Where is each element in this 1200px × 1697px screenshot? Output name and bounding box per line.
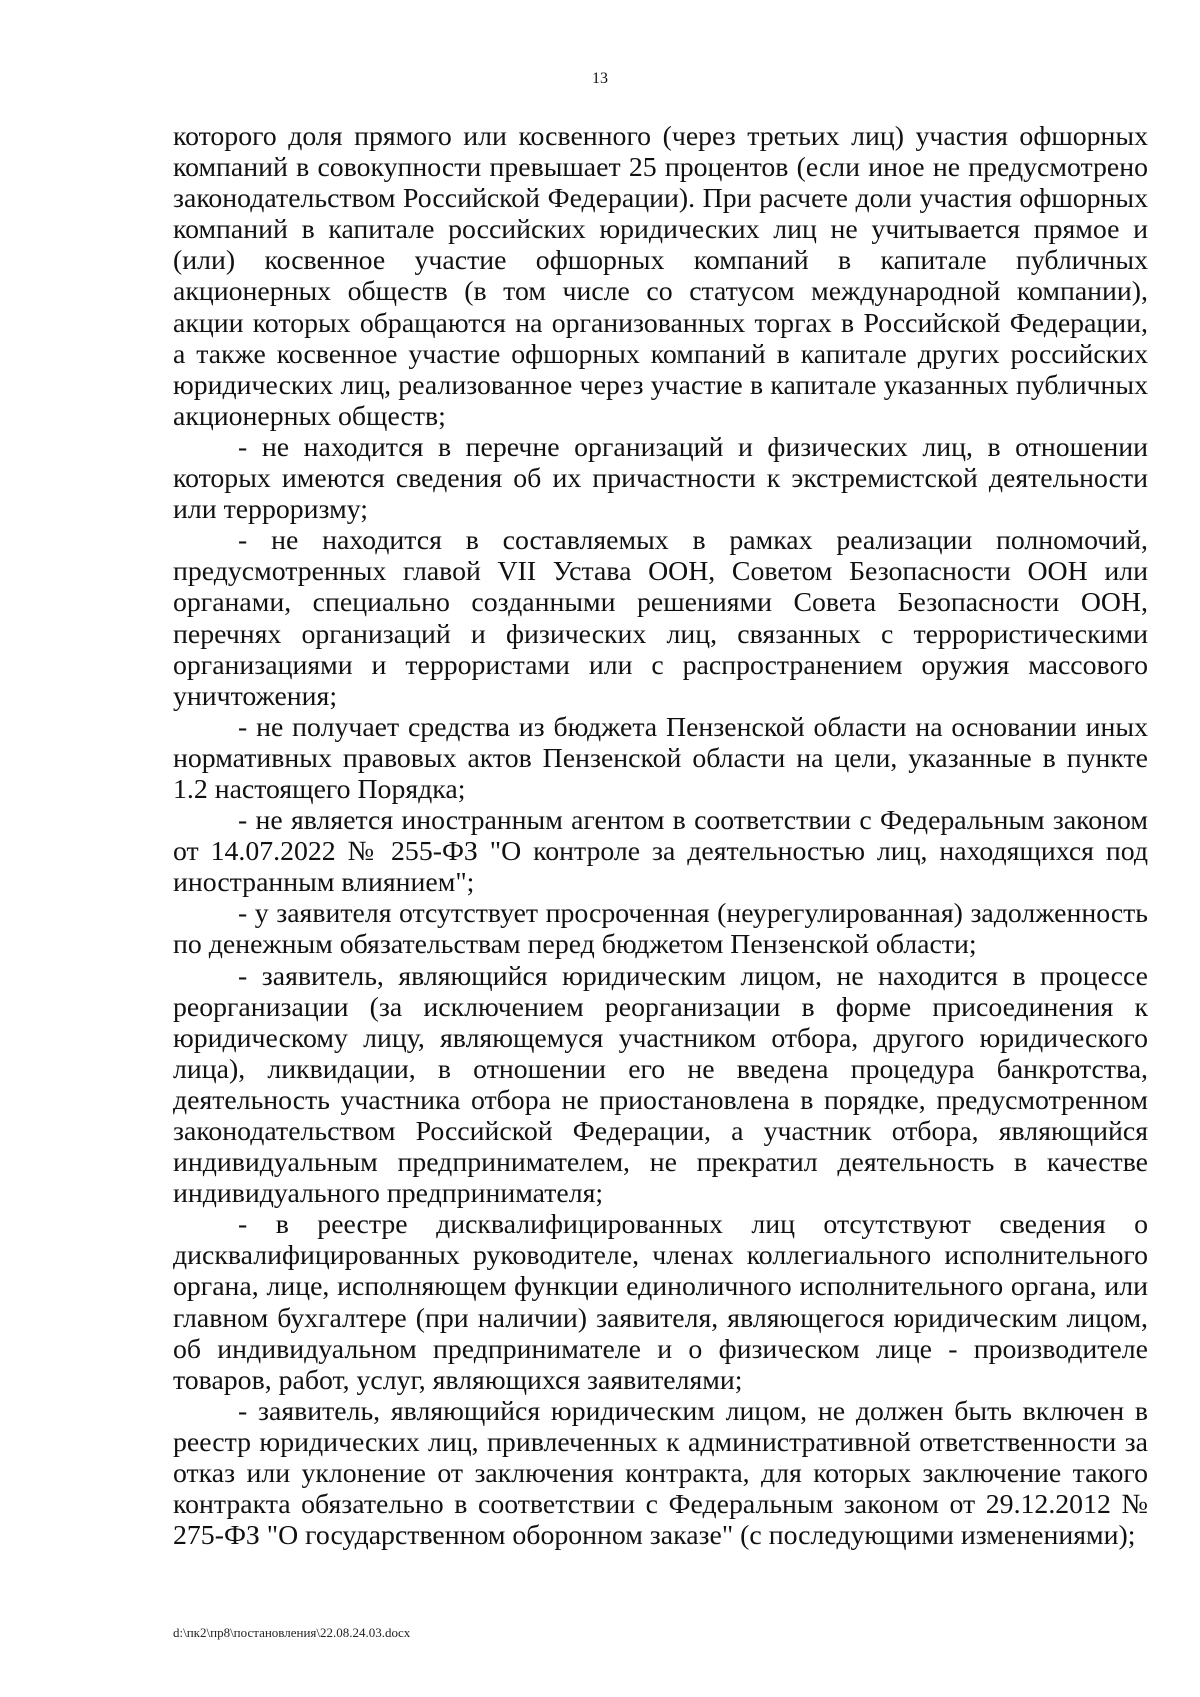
paragraph-overdue-debt: - у заявителя отсутствует просроченная (неурегулированная) задолженность по денежным обязательствам перед бюджетом Пензенской области; xyxy=(173,898,1148,961)
paragraph-un-sanctions-list: - не находится в составляемых в рамках реализации полномочий, предусмотренных главой VII Устава ООН, Советом Безопасности ООН или органами, специально созданными решениями Совета Безопасности ООН, перечнях организаций и физических лиц, связанных с террористическими организациями и террористами или с распространением оружия массового уничтожения; xyxy=(173,525,1148,712)
paragraph-foreign-agent: - не является иностранным агентом в соответствии с Федеральным законом от 14.07.2022 № 255-ФЗ "О контроле за деятельностью лиц, находящихся под иностранным влиянием"; xyxy=(173,805,1148,899)
document-body xyxy=(173,121,1148,1551)
paragraph-defense-order-registry: - заявитель, являющийся юридическим лицом, не должен быть включен в реестр юридических лиц, привлеченных к административной ответственности за отказ или уклонение от заключения контракта, для которых заключение такого контракта обязательно в соответствии с Федеральным законом от 29.12.2012 № 275-ФЗ "О государственном оборонном заказе" (с последующими изменениями); xyxy=(173,1395,1148,1552)
footer-file-path: d:\пк2\пр8\постановления\22.08.24.03.docx xyxy=(173,1625,411,1640)
paragraph-continuation: которого доля прямого или косвенного (через третьих лиц) участия офшорных компаний в совокупности превышает 25 процентов (если иное не предусмотрено законодательством Российской Федерации). При расчете доли участия офшорных компаний в капитале российских юридических лиц не учитывается прямое и (или) косвенное участие офшорных компаний в капитале публичных акционерных обществ (в том числе со статусом международной компании), акции которых обращаются на организованных торгах в Российской Федерации, а также косвенное участие офшорных компаний в капитале других российских юридических лиц, реализованное через участие в капитале указанных публичных акционерных обществ; xyxy=(173,121,1148,432)
page-number: 13 xyxy=(592,70,608,87)
paragraph-reorganization: - заявитель, являющийся юридическим лицом, не находится в процессе реорганизации (за исключением реорганизации в форме присоединения к юридическому лицу, являющемуся участником отбора, другого юридического лица), ликвидации, в отношении его не введена процедура банкротства, деятельность участника отбора не приостановлена в порядке, предусмотренном законодательством Российской Федерации, а участник отбора, являющийся индивидуальным предпринимателем, не прекратил деятельность в качестве индивидуального предпринимателя; xyxy=(173,960,1148,1210)
paragraph-disqualified-persons: - в реестре дисквалифицированных лиц отсутствуют сведения о дисквалифицированных руководителе, членах коллегиального исполнительного органа, лице, исполняющем функции единоличного исполнительного органа, или главном бухгалтере (при наличии) заявителя, являющегося юридическим лицом, об индивидуальном предпринимателе и о физическом лице - производителе товаров, работ, услуг, являющихся заявителями; xyxy=(173,1209,1148,1396)
paragraph-budget-funds: - не получает средства из бюджета Пензенской области на основании иных нормативных правовых актов Пензенской области на цели, указанные в пункте 1.2 настоящего Порядка; xyxy=(173,711,1148,805)
paragraph-extremism-list: - не находится в перечне организаций и физических лиц, в отношении которых имеются сведения об их причастности к экстремистской деятельности или терроризму; xyxy=(173,431,1148,526)
